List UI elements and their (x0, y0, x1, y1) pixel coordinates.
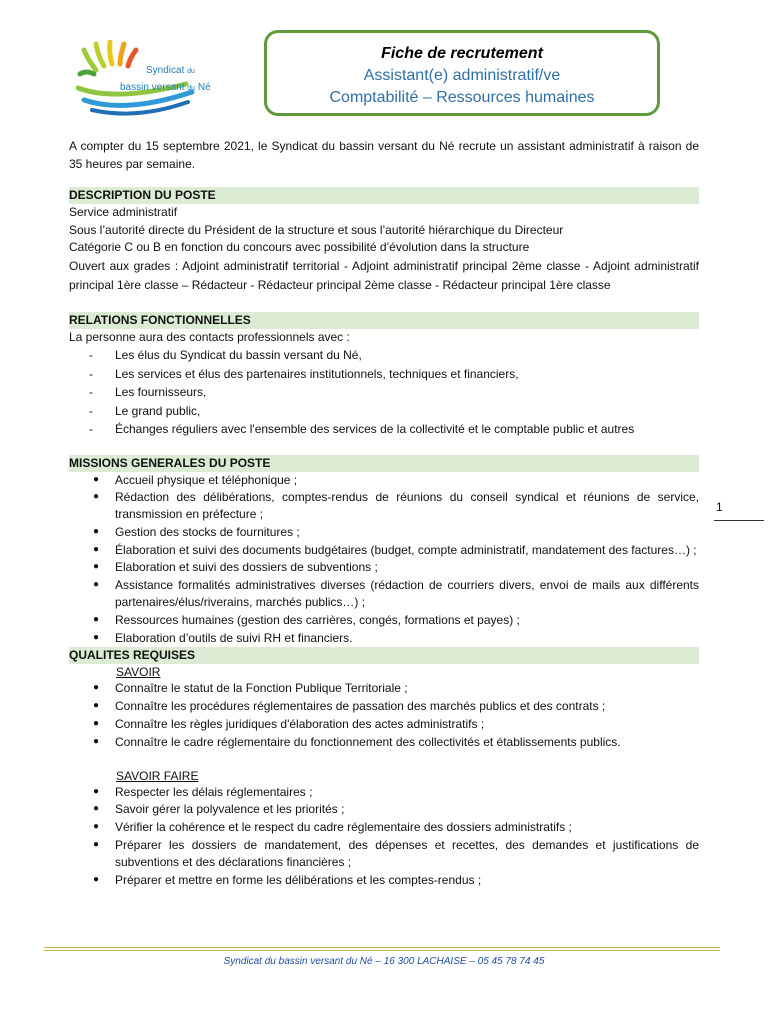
logo-text (120, 64, 211, 96)
dash-marker: - (89, 385, 93, 399)
dash-marker: - (89, 366, 93, 381)
list-item-text: Les services et élus des partenaires institutionnels, techniques et financiers, (115, 366, 519, 381)
list-item-text: Connaître le cadre réglementaire du fonctionnement des collectivités et établissements publics. (115, 734, 621, 749)
bullet-marker: ● (93, 543, 100, 555)
savoir-faire-list (69, 784, 699, 889)
section-relations-heading: RELATIONS FONCTIONNELLES (69, 312, 699, 329)
list-item (89, 716, 699, 733)
list-item (89, 472, 699, 489)
list-item (89, 734, 699, 751)
list-item (89, 630, 699, 647)
relations-list (69, 346, 699, 439)
logo-line1-small: du (187, 68, 195, 75)
section-description-heading: DESCRIPTION DU POSTE (69, 187, 699, 204)
list-item-text: Élaboration et suivi des documents budgétaires (budget, compte administratif, mandatement des factures…) ; (115, 542, 697, 557)
page-number-rule (714, 520, 764, 521)
relations-intro: La personne aura des contacts professionnels avec : (69, 329, 350, 344)
list-item-text: Respecter les délais réglementaires ; (115, 784, 313, 799)
list-item (89, 402, 699, 421)
footer-address: Syndicat du bassin versant du Né – 16 300 LACHAISE – 05 45 78 74 45 (223, 956, 545, 967)
list-item-text: Assistance formalités administratives diverses (rédaction de courriers divers, envoi de mails aux différents partenaires/élus/riverains, marchés publics…) ; (115, 578, 699, 610)
list-item (89, 819, 699, 836)
bullet-marker: ● (93, 873, 100, 885)
dash-marker: - (89, 348, 93, 362)
bullet-marker: ● (93, 839, 100, 851)
logo-line2: bassin versant (120, 82, 185, 93)
list-item-text: Le grand public, (115, 403, 201, 418)
list-item (89, 698, 699, 715)
footer-rule-top (44, 947, 720, 948)
missions-list (69, 472, 699, 647)
bullet-marker: ● (93, 821, 100, 833)
bullet-marker: ● (93, 631, 100, 643)
list-item (89, 346, 699, 365)
list-item-text: Elaboration et suivi des dossiers de subventions ; (115, 560, 378, 575)
list-item-text: Préparer les dossiers de mandatement, des dépenses et recettes, des demandes et justifications de subventions et des déclarations financières ; (115, 838, 699, 869)
bullet-marker: ● (93, 525, 100, 537)
list-item-text: Connaître les règles juridiques d'élaboration des actes administratifs ; (115, 717, 485, 732)
savoir-list (69, 680, 699, 750)
description-line: Sous l’autorité directe du Président de la structure et sous l’autorité hiérarchique du Directeur (69, 222, 564, 237)
list-item-text: Les fournisseurs, (115, 385, 207, 399)
list-item (89, 559, 699, 576)
footer-rule-bottom (44, 950, 720, 951)
list-item-text: Ressources humaines (gestion des carrières, congés, formations et payes) ; (115, 612, 520, 627)
bullet-marker: ● (93, 491, 100, 503)
list-item (89, 784, 699, 801)
bullet-marker: ● (93, 682, 100, 694)
list-item (89, 680, 699, 697)
dash-marker: - (89, 403, 93, 418)
list-item (89, 542, 699, 559)
section-qualites-heading: QUALITES REQUISES (69, 647, 699, 664)
logo-line3: Né (197, 82, 211, 93)
list-item-text: Les élus du Syndicat du bassin versant du Né, (115, 348, 362, 362)
bullet-marker: ● (93, 803, 100, 815)
bullet-marker: ● (93, 473, 100, 485)
list-item-text: Échanges réguliers avec l'ensemble des services de la collectivité et le comptable public et autres (115, 422, 635, 436)
list-item-text: Gestion des stocks de fournitures ; (115, 524, 300, 539)
job-title: Assistant(e) administratif/ve (363, 67, 561, 84)
list-item (89, 365, 699, 384)
list-item (89, 837, 699, 871)
bullet-marker: ● (93, 700, 100, 712)
list-item-text: Accueil physique et téléphonique ; (115, 472, 298, 487)
list-item (89, 577, 699, 611)
title-box (264, 30, 660, 116)
page-number: 1 (716, 500, 723, 514)
bullet-marker: ● (93, 561, 100, 573)
bullet-marker: ● (93, 579, 100, 591)
bullet-marker: ● (93, 735, 100, 747)
list-item (89, 612, 699, 629)
description-line: Catégorie C ou B en fonction du concours avec possibilité d’évolution dans la structure (69, 240, 530, 254)
list-item (89, 489, 699, 523)
job-domain: Comptabilité – Ressources humaines (329, 89, 595, 106)
list-item (89, 524, 699, 541)
savoir-faire-heading: SAVOIR FAIRE (116, 768, 199, 783)
list-item (89, 872, 699, 889)
bullet-marker: ● (93, 718, 100, 730)
list-item-text: Savoir gérer la polyvalence et les priorités ; (115, 802, 345, 817)
bullet-marker: ● (93, 613, 100, 625)
dash-marker: - (89, 422, 93, 436)
list-item-text: Connaître le statut de la Fonction Publique Territoriale ; (115, 681, 408, 696)
list-item-text: Connaître les procédures réglementaires de passation des marchés publics et des contrats ; (115, 699, 606, 714)
logo-line2-small: du (187, 85, 196, 92)
list-item (89, 420, 699, 439)
savoir-heading: SAVOIR (116, 665, 161, 680)
list-item-text: Elaboration d’outils de suivi RH et financiers. (115, 630, 353, 645)
section-missions-heading: MISSIONS GENERALES DU POSTE (69, 455, 699, 472)
description-grades: Ouvert aux grades : Adjoint administratif territorial - Adjoint administratif principal 2ème classe - Adjoint administratif principal 1ère classe – Rédacteur - Rédacteur principal 2ème classe - Rédacteur principal 1ère classe (69, 258, 699, 292)
document-body (69, 137, 699, 889)
document-title: Fiche de recrutement (381, 45, 543, 62)
list-item-text: Préparer et mettre en forme les délibérations et les comptes-rendus ; (115, 872, 482, 887)
list-item (89, 383, 699, 402)
intro-paragraph: A compter du 15 septembre 2021, le Syndicat du bassin versant du Né recrute un assistant administratif à raison de 35 heures par semaine. (69, 139, 699, 171)
list-item-text: Rédaction des délibérations, comptes-rendus de réunions du conseil syndical et réunions de service, transmission en préfecture ; (115, 490, 699, 522)
list-item-text: Vérifier la cohérence et le respect du cadre réglementaire des dossiers administratifs ; (115, 820, 572, 835)
logo-line1: Syndicat (146, 65, 185, 76)
list-item (89, 801, 699, 818)
bullet-marker: ● (93, 785, 100, 797)
description-line: Service administratif (69, 205, 178, 219)
